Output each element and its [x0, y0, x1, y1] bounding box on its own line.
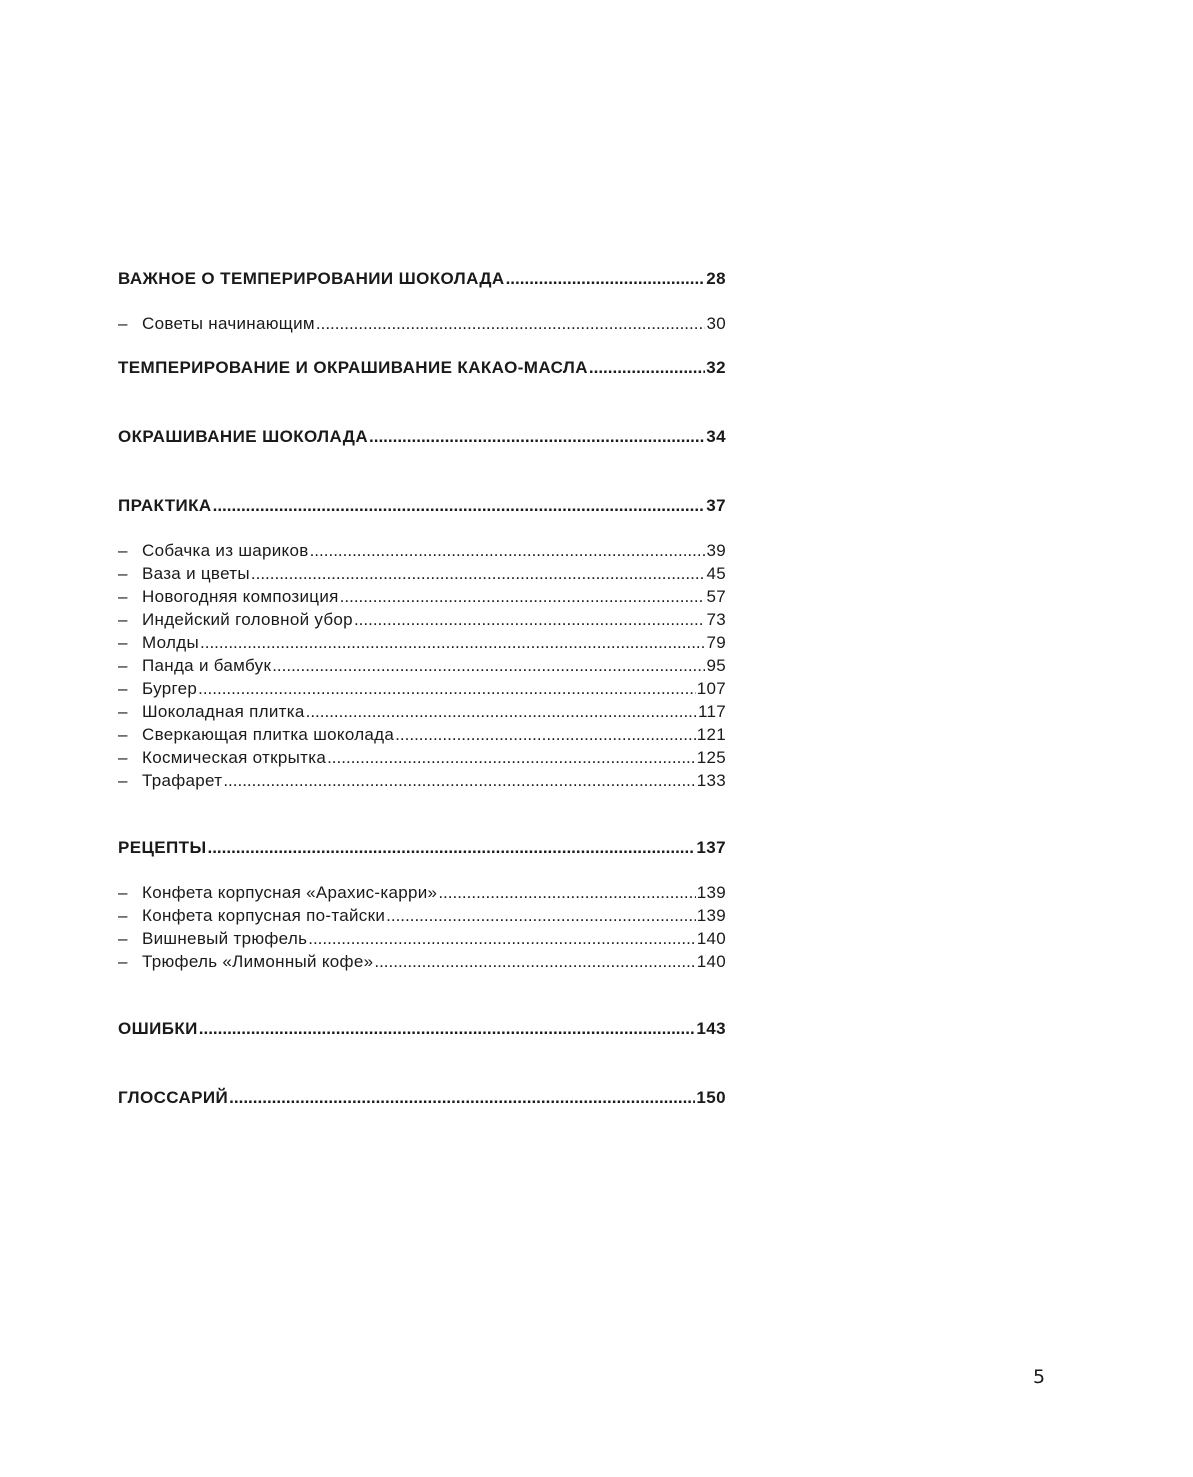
toc-item[interactable] [118, 700, 726, 723]
toc-section-title: ТЕМПЕРИРОВАНИЕ И ОКРАШИВАНИЕ КАКАО-МАСЛА [118, 358, 588, 377]
dot-leader [589, 355, 705, 381]
page-number-folio: 5 [1033, 1366, 1046, 1388]
toc-page-number: 121 [696, 725, 726, 744]
toc-item[interactable] [118, 769, 726, 792]
dot-leader [223, 769, 695, 792]
toc-item-title: Молды [142, 633, 199, 652]
toc-item[interactable] [118, 631, 726, 654]
dot-leader [340, 585, 706, 608]
toc-item-title: Ваза и цветы [142, 564, 250, 583]
dot-leader [374, 950, 695, 973]
toc-page-number: 133 [696, 771, 726, 790]
toc-item-dash: – [118, 952, 128, 971]
toc-item[interactable] [118, 312, 726, 335]
toc-page-number: 79 [706, 633, 726, 652]
dot-leader [306, 700, 697, 723]
toc-page-number: 34 [706, 427, 726, 446]
toc-section-title: ОШИБКИ [118, 1019, 198, 1038]
toc-item-title: Конфета корпусная по-тайски [142, 906, 386, 925]
toc-item-dash: – [118, 541, 128, 560]
toc-item-dash: – [118, 906, 128, 925]
toc-section-title: РЕЦЕПТЫ [118, 838, 207, 857]
dot-leader [229, 1085, 695, 1111]
toc-page-number: 39 [706, 541, 726, 560]
toc-section-title: ВАЖНОЕ О ТЕМПЕРИРОВАНИИ ШОКОЛАДА [118, 269, 505, 288]
dot-leader [386, 904, 696, 927]
dot-leader [438, 881, 695, 904]
toc-section-glossary[interactable] [118, 1085, 726, 1111]
dot-leader [272, 654, 705, 677]
toc-item[interactable] [118, 539, 726, 562]
toc-page-number: 95 [706, 656, 726, 675]
toc-section-title: ГЛОССАРИЙ [118, 1088, 229, 1107]
table-of-contents [118, 266, 726, 1111]
toc-item-dash: – [118, 679, 128, 698]
toc-item-title: Конфета корпусная «Арахис-карри» [142, 883, 438, 902]
toc-section-title: ПРАКТИКА [118, 496, 212, 515]
toc-page-number: 73 [706, 610, 726, 629]
dot-leader [198, 677, 696, 700]
dot-leader [308, 927, 696, 950]
dot-leader [354, 608, 706, 631]
toc-item-dash: – [118, 633, 128, 652]
toc-item[interactable] [118, 927, 726, 950]
dot-leader [213, 493, 706, 519]
toc-page-number: 139 [696, 906, 726, 925]
toc-item[interactable] [118, 904, 726, 927]
toc-item-title: Трафарет [142, 771, 223, 790]
toc-item-title: Сверкающая плитка шоколада [142, 725, 395, 744]
toc-item[interactable] [118, 881, 726, 904]
dot-leader [369, 424, 705, 450]
toc-item[interactable] [118, 950, 726, 973]
toc-item[interactable] [118, 608, 726, 631]
dot-leader [310, 539, 706, 562]
toc-page-number: 117 [697, 702, 726, 721]
toc-item-title: Панда и бамбук [142, 656, 272, 675]
toc-page-number: 139 [696, 883, 726, 902]
toc-item-title: Трюфель «Лимонный кофе» [142, 952, 374, 971]
toc-item-dash: – [118, 929, 128, 948]
toc-item-title: Советы начинающим [142, 314, 315, 333]
toc-item[interactable] [118, 723, 726, 746]
toc-item[interactable] [118, 654, 726, 677]
toc-item-dash: – [118, 564, 128, 583]
toc-section-cocoa-butter[interactable] [118, 355, 726, 381]
toc-item-dash: – [118, 610, 128, 629]
toc-item[interactable] [118, 677, 726, 700]
toc-item-dash: – [118, 587, 128, 606]
toc-item[interactable] [118, 562, 726, 585]
toc-section-practice[interactable] [118, 493, 726, 519]
toc-page-number: 57 [706, 587, 726, 606]
toc-item-title: Шоколадная плитка [142, 702, 305, 721]
toc-page-number: 150 [696, 1088, 726, 1107]
dot-leader [251, 562, 706, 585]
toc-item-dash: – [118, 883, 128, 902]
toc-section-mistakes[interactable] [118, 1016, 726, 1042]
toc-page-number: 143 [696, 1019, 726, 1038]
toc-item-dash: – [118, 725, 128, 744]
toc-page-number: 32 [706, 358, 726, 377]
toc-page-number: 140 [696, 952, 726, 971]
toc-section-recipes[interactable] [118, 835, 726, 861]
toc-page-number: 125 [696, 748, 726, 767]
toc-item-dash: – [118, 656, 128, 675]
toc-item[interactable] [118, 746, 726, 769]
toc-page-number: 37 [706, 496, 726, 515]
toc-section-tempering[interactable] [118, 266, 726, 292]
toc-item-title: Собачка из шариков [142, 541, 309, 560]
toc-item-title: Космическая открытка [142, 748, 327, 767]
dot-leader [316, 312, 706, 335]
dot-leader [199, 1016, 696, 1042]
toc-item-dash: – [118, 702, 128, 721]
dot-leader [506, 266, 706, 292]
toc-page-number: 140 [696, 929, 726, 948]
toc-item-title: Новогодняя композиция [142, 587, 339, 606]
dot-leader [207, 835, 695, 861]
toc-section-coloring[interactable] [118, 424, 726, 450]
toc-page-number: 30 [706, 314, 726, 333]
dot-leader [395, 723, 696, 746]
toc-page-number: 107 [696, 679, 726, 698]
dot-leader [200, 631, 705, 654]
toc-item-dash: – [118, 748, 128, 767]
toc-item-title: Бургер [142, 679, 198, 698]
dot-leader [327, 746, 696, 769]
toc-item-title: Вишневый трюфель [142, 929, 308, 948]
toc-item-dash: – [118, 771, 128, 790]
toc-item-title: Индейский головной убор [142, 610, 353, 629]
toc-page-number: 28 [706, 269, 726, 288]
toc-page-number: 45 [706, 564, 726, 583]
toc-item-dash: – [118, 314, 128, 333]
toc-page-number: 137 [696, 838, 726, 857]
toc-section-title: ОКРАШИВАНИЕ ШОКОЛАДА [118, 427, 368, 446]
toc-item[interactable] [118, 585, 726, 608]
